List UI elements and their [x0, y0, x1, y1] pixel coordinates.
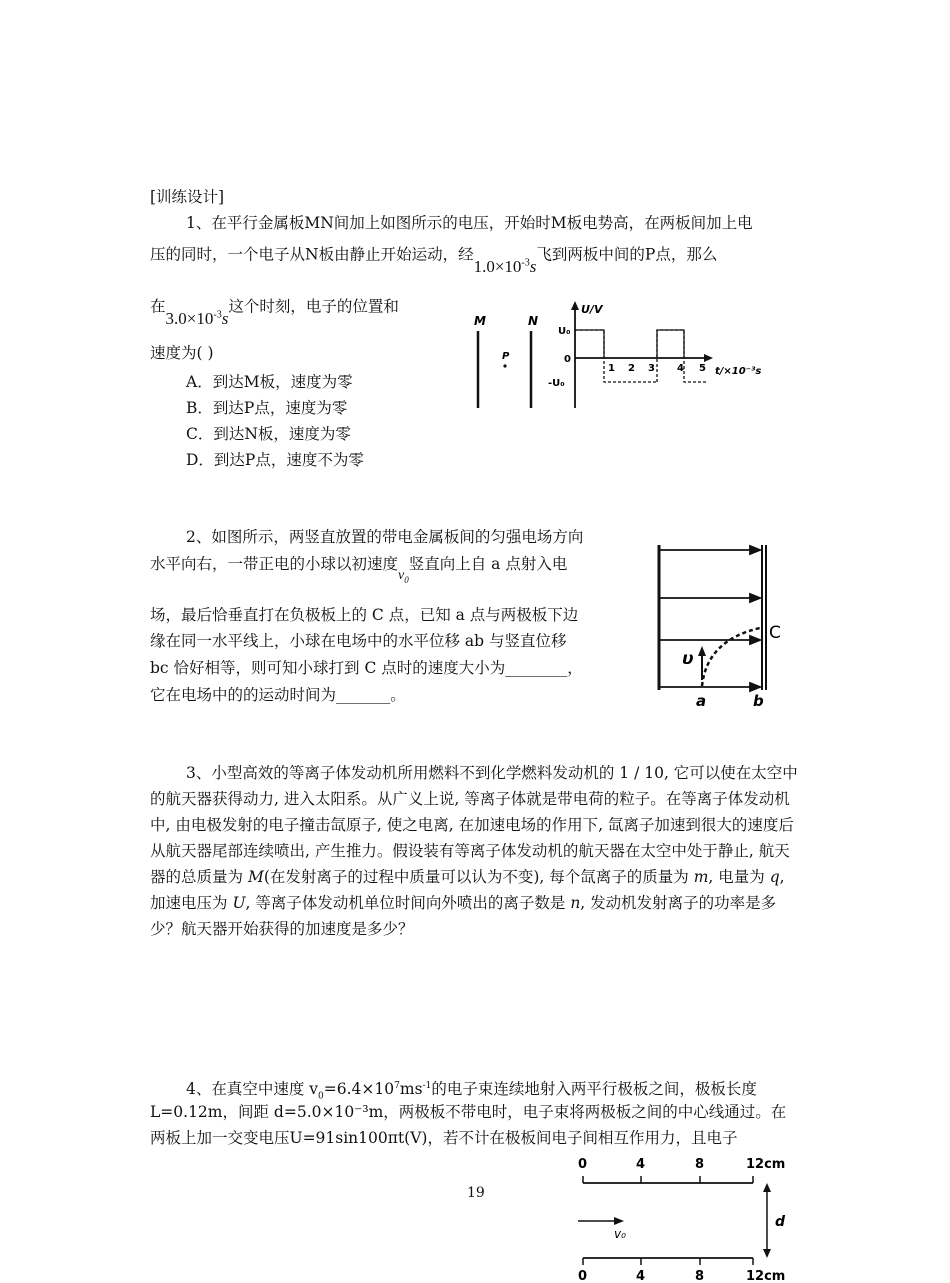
point-a-label: a: [696, 692, 707, 710]
bottom-tick-12: 12cm: [746, 1269, 786, 1283]
top-tick-4: 4: [636, 1157, 646, 1172]
beam-v0-label: v₀: [614, 1227, 626, 1241]
zero-label: 0: [564, 354, 571, 365]
wave-positive-2: [657, 330, 684, 358]
plate-n-label: N: [528, 314, 539, 328]
wave-positive-1: [575, 330, 604, 358]
wave-dashed-2: [657, 330, 708, 382]
q2-line-2: 水平向右，一带正电的小球以初速度$v_0$竖直向上自 a 点射入电: [150, 555, 568, 585]
beam-arrowhead: [614, 1217, 624, 1225]
q2-field-figure: [652, 540, 792, 712]
q1-line-1: 1、在平行金属板MN间加上如图所示的电压，开始时M板电势高，在两板间加上电: [186, 214, 753, 232]
point-c-label: C: [769, 623, 781, 643]
q2-v0: $v_0$: [398, 568, 409, 585]
q2-line-3: 场，最后恰垂直打在负极板上的 C 点，已知 a 点与两极板下边: [150, 606, 579, 624]
velocity-label: υ: [682, 649, 694, 669]
top-tick-12: 12cm: [746, 1157, 786, 1172]
x-axis-label: t/×10⁻³s: [715, 366, 762, 377]
q1-option-a: A．到达M板，速度为零: [186, 373, 353, 391]
q1-line-4: 速度为( ): [150, 344, 214, 362]
tick-3: 3: [648, 363, 655, 374]
page-number: 19: [467, 1185, 485, 1201]
x-axis-arrow: [704, 354, 713, 362]
u0-label: U₀: [558, 326, 571, 337]
field-lines: [659, 546, 760, 691]
q1-line-2: 压的同时，一个电子从N板由静止开始运动，经$1.0\times 10^{-3}s$飞到两板中间的P点，那么: [150, 245, 718, 276]
q1-option-d: D．到达P点，速度不为零: [186, 451, 364, 469]
q2-line-5: bc 恰好相等，则可知小球打到 C 点时的速度大小为________，: [150, 659, 583, 677]
q1-voltage-figure: [468, 298, 778, 416]
q2-line-4: 缘在同一水平线上，小球在电场中的水平位移 ab 与竖直位移: [150, 632, 567, 650]
q1-time-1: $1.0\times 10^{-3}s$: [473, 256, 537, 276]
tick-4: 4: [677, 363, 684, 374]
point-p-label: P: [502, 351, 510, 362]
q1-option-b: B．到达P点，速度为零: [186, 399, 348, 417]
top-ticks: [583, 1176, 753, 1183]
q4-line-2: L=0.12m，间距 d=5.0×10⁻³m，两极板不带电时，电子束将两极板之间的中心线通过。在: [150, 1103, 787, 1121]
bottom-tick-0: 0: [578, 1269, 588, 1283]
bottom-tick-4: 4: [636, 1269, 646, 1283]
y-axis-label: U/V: [581, 303, 603, 316]
q1-line-3: 在$3.0\times 10^{-3}s$这个时刻，电子的位置和: [150, 297, 399, 328]
point-p: [503, 364, 506, 367]
tick-5: 5: [699, 363, 706, 374]
q3-paragraph: 3、小型高效的等离子体发动机所用燃料不到化学燃料发动机的 1 / 10, 它可以使在太空中的航天器获得动力, 进入太阳系。从广义上说, 等离子体就是带电荷的粒子。在等离子体发动机中, 由电极发射的电子撞击氙原子, 使之电离, 在加速电场的作用下, 氙离子加速到很大的速度后从航天器尾部连续喷出, 产生推力。假设装有等离子体发动机的航天器在太空中处于静止, 航天器的总质量为 M(在发射离子的过程中质量可以认为不变), 每个氙离子的质量为 m, 电量为 q, 加速电压为 U, 等离子体发动机单位时间向外喷出的离子数是 n, 发动机发射离子的功率是多少？航天器开始获得的加速度是多少？: [150, 764, 798, 938]
wave-negative-1: [575, 330, 657, 382]
q2-line-1: 2、如图所示，两竖直放置的带电金属板间的匀强电场方向: [186, 528, 584, 546]
top-tick-8: 8: [695, 1157, 705, 1172]
q4-plates-figure: [570, 1154, 800, 1283]
q1-option-c: C．到达N板，速度为零: [186, 425, 351, 443]
velocity-arrowhead: [698, 646, 706, 656]
bottom-ticks: [583, 1258, 753, 1265]
top-tick-0: 0: [578, 1157, 588, 1172]
d-arrow-top: [763, 1183, 771, 1192]
bottom-tick-8: 8: [695, 1269, 705, 1283]
d-arrow-bottom: [763, 1249, 771, 1258]
y-axis-arrow: [571, 301, 579, 310]
d-label: d: [775, 1214, 786, 1230]
q2-line-6: 它在电场中的的运动时间为_______。: [150, 686, 406, 704]
tick-1: 1: [608, 363, 615, 374]
section-heading: [训练设计]: [150, 188, 225, 206]
point-b-label: b: [753, 692, 764, 710]
q4-line-3: 两板上加一交变电压U=91sin100πt(V)，若不计在极板间电子间相互作用力，且电子: [150, 1129, 738, 1147]
neg-u0-label: -U₀: [548, 378, 565, 389]
q4-line-1: 4、在真空中速度 $v_0=6.4\times 10^7ms^{-1}$的电子束连续地射入两平行极板之间，极板长度: [186, 1080, 757, 1102]
q1-time-2: $3.0\times 10^{-3}s$: [165, 308, 229, 328]
tick-2: 2: [628, 363, 635, 374]
plate-m-label: M: [474, 314, 486, 328]
